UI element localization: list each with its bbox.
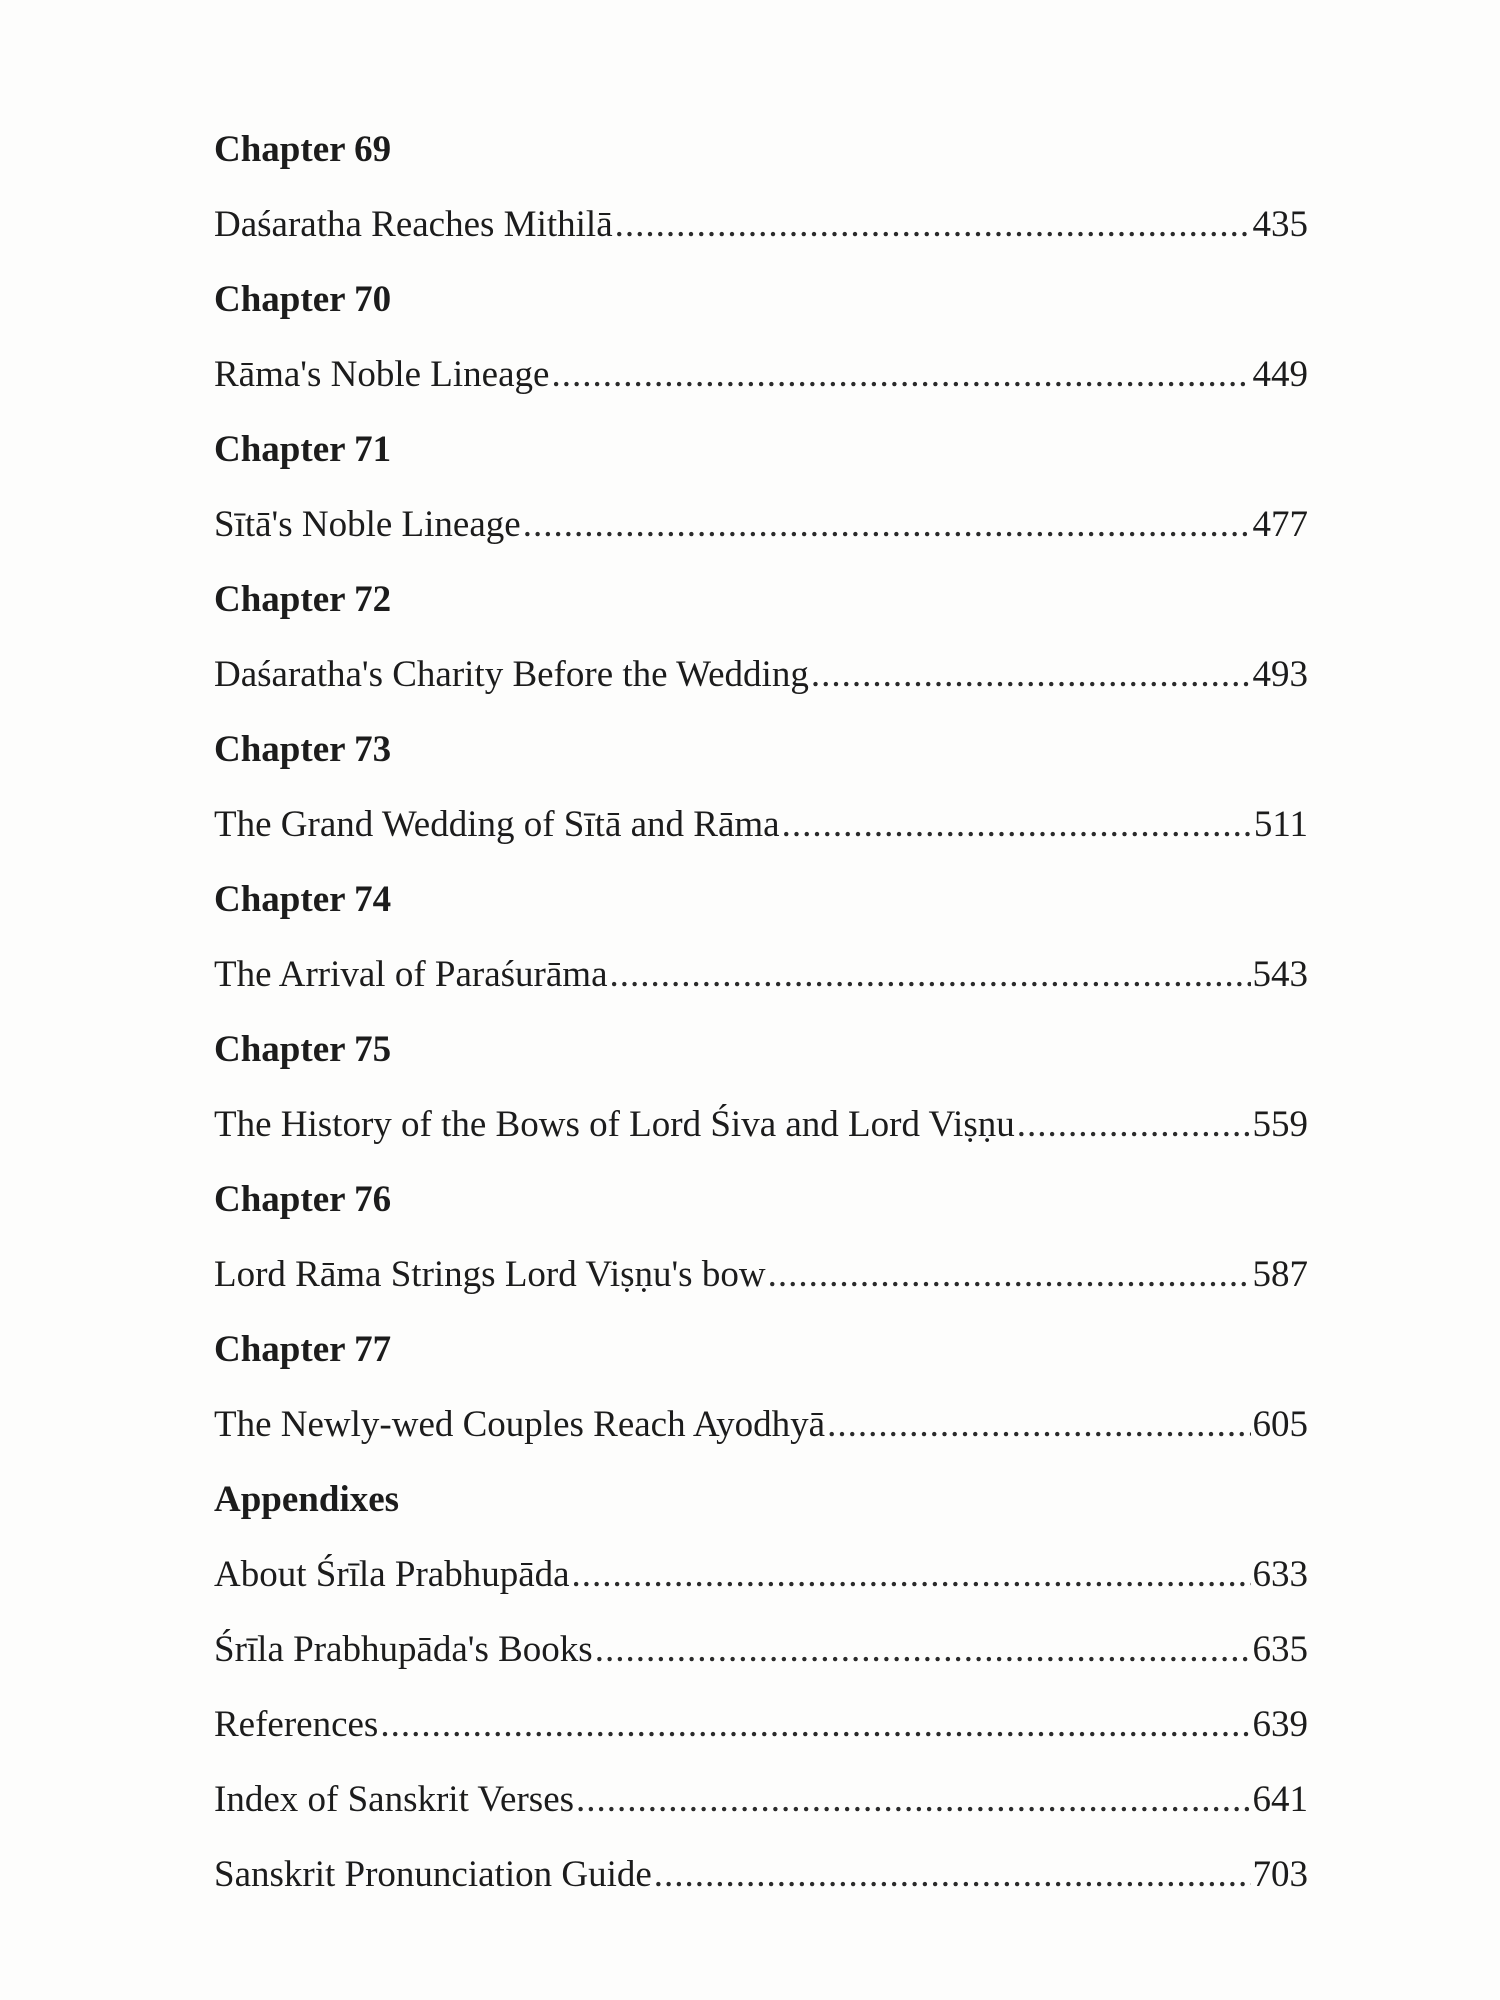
toc-entry: [214, 1837, 1308, 1912]
toc-entry: [214, 187, 1308, 262]
page-number: 559: [1252, 1104, 1308, 1145]
chapter-heading: Chapter 71: [214, 429, 392, 470]
entry-title: Śrīla Prabhupāda's Books: [214, 1629, 593, 1670]
toc-entry: [214, 787, 1308, 862]
page-number: 605: [1252, 1404, 1308, 1445]
entry-title: Rāma's Noble Lineage: [214, 354, 550, 395]
dot-leader: [811, 637, 1251, 712]
toc-group-chapter-74: [214, 862, 1308, 1012]
chapter-heading: Chapter 76: [214, 1179, 392, 1220]
section-heading: Appendixes: [214, 1479, 400, 1520]
entry-title: Sītā's Noble Lineage: [214, 504, 521, 545]
dot-leader: [595, 1612, 1251, 1687]
toc-entry: [214, 1762, 1308, 1837]
toc-group-chapter-70: [214, 262, 1308, 412]
page-number: 511: [1253, 804, 1308, 845]
dot-leader: [654, 1837, 1251, 1912]
chapter-heading: Chapter 77: [214, 1329, 392, 1370]
page-number: 477: [1252, 504, 1308, 545]
entry-title: Daśaratha Reaches Mithilā: [214, 204, 613, 245]
entry-title: References: [214, 1704, 379, 1745]
page-number: 633: [1252, 1554, 1308, 1595]
entry-title: The Arrival of Paraśurāma: [214, 954, 608, 995]
entry-title: Lord Rāma Strings Lord Viṣṇu's bow: [214, 1254, 766, 1295]
toc-group-chapter-77: [214, 1312, 1308, 1462]
toc-entry: [214, 1612, 1308, 1687]
toc-group-chapter-75: [214, 1012, 1308, 1162]
entry-title: Sanskrit Pronunciation Guide: [214, 1854, 652, 1895]
dot-leader: [615, 187, 1251, 262]
entry-title: The History of the Bows of Lord Śiva and Lord Viṣṇu: [214, 1104, 1015, 1145]
page-number: 641: [1252, 1779, 1308, 1820]
dot-leader: [827, 1387, 1250, 1462]
page-number: 639: [1252, 1704, 1308, 1745]
page-number: 703: [1252, 1854, 1308, 1895]
toc-entry: [214, 1237, 1308, 1312]
toc-entry: [214, 1537, 1308, 1612]
dot-leader: [782, 787, 1252, 862]
toc-group-chapter-73: [214, 712, 1308, 862]
toc-entry: [214, 487, 1308, 562]
dot-leader: [610, 937, 1251, 1012]
toc-entry: [214, 1387, 1308, 1462]
dot-leader: [380, 1687, 1250, 1762]
entry-title: About Śrīla Prabhupāda: [214, 1554, 570, 1595]
entry-title: The Newly-wed Couples Reach Ayodhyā: [214, 1404, 826, 1445]
page-number: 493: [1252, 654, 1308, 695]
dot-leader: [523, 487, 1251, 562]
chapter-heading: Chapter 70: [214, 279, 392, 320]
dot-leader: [768, 1237, 1251, 1312]
entry-title: The Grand Wedding of Sītā and Rāma: [214, 804, 780, 845]
chapter-heading: Chapter 69: [214, 129, 392, 170]
toc-entry: [214, 337, 1308, 412]
page-number: 635: [1252, 1629, 1308, 1670]
page-number: 587: [1252, 1254, 1308, 1295]
chapter-heading: Chapter 73: [214, 729, 392, 770]
dot-leader: [572, 1537, 1251, 1612]
toc-group-chapter-72: [214, 562, 1308, 712]
chapter-heading: Chapter 74: [214, 879, 392, 920]
chapter-heading: Chapter 72: [214, 579, 392, 620]
entry-title: Index of Sanskrit Verses: [214, 1779, 575, 1820]
dot-leader: [551, 337, 1250, 412]
toc-entry: [214, 637, 1308, 712]
toc-group-chapter-71: [214, 412, 1308, 562]
chapter-heading: Chapter 75: [214, 1029, 392, 1070]
page-number: 435: [1252, 204, 1308, 245]
dot-leader: [1017, 1087, 1251, 1162]
dot-leader: [576, 1762, 1250, 1837]
table-of-contents: [214, 112, 1308, 1912]
toc-entry: [214, 937, 1308, 1012]
toc-entry: [214, 1687, 1308, 1762]
page-number: 543: [1252, 954, 1308, 995]
toc-group-chapter-69: [214, 112, 1308, 262]
entry-title: Daśaratha's Charity Before the Wedding: [214, 654, 809, 695]
toc-group-appendixes: [214, 1462, 1308, 1912]
toc-group-chapter-76: [214, 1162, 1308, 1312]
toc-entry: [214, 1087, 1308, 1162]
page-number: 449: [1252, 354, 1308, 395]
